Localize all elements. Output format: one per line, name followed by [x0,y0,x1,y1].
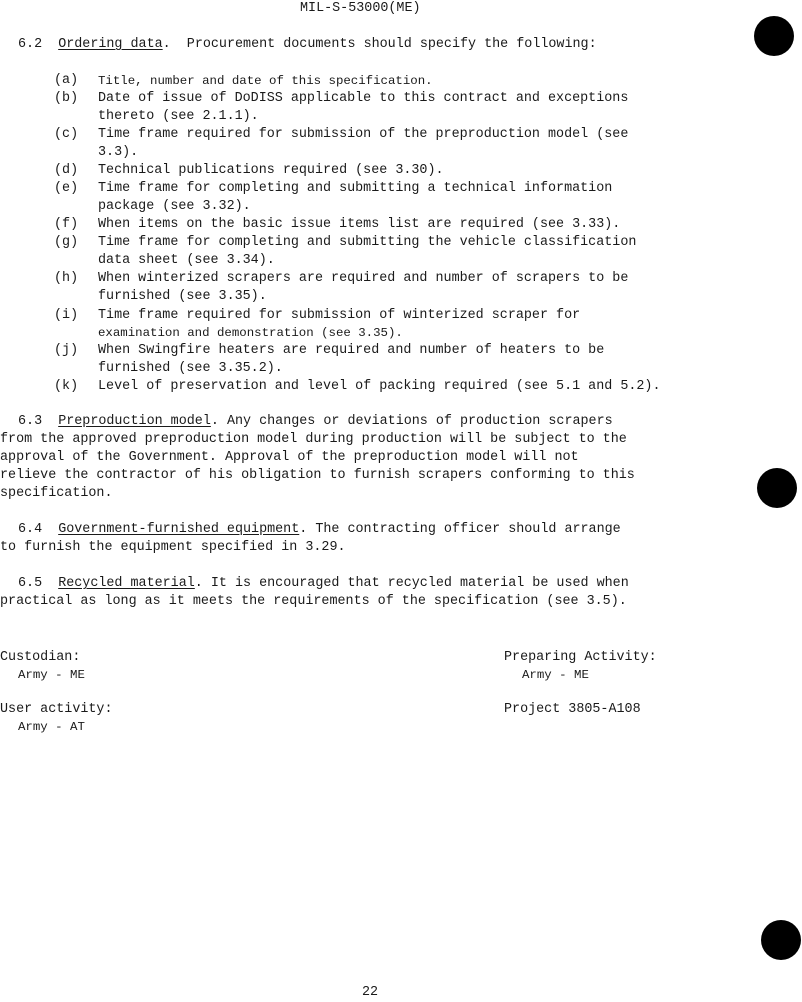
section-6-2-heading [18,36,597,54]
page-number: 22 [362,985,379,1000]
section-title: Recycled material [58,576,195,591]
user-activity-label: User activity: [0,702,113,717]
section-title-suffix: . [162,37,171,52]
list-item-text: Technical publications required (see 3.30). [98,163,444,178]
list-item-text: Time frame for completing and submitting a technical information [98,181,613,196]
list-item-label: (j) [54,343,79,358]
list-item-label: (e) [54,181,79,196]
list-item-text: Level of preservation and level of packing required (see 5.1 and 5.2). [98,379,661,394]
list-item-text: data sheet (see 3.34). [98,253,275,268]
list-item-text: Time frame required for submission of winterized scraper for [98,308,581,323]
preparing-activity-value: Army - ME [522,668,589,682]
list-item-text: furnished (see 3.35.2). [98,361,283,376]
section-text: . Any changes or deviations of production scrapers [210,414,613,429]
section-6-5-first-line [18,575,629,593]
section-number: 6.3 [18,414,43,429]
list-item-label: (d) [54,163,79,178]
list-item-text: Title, number and date of this specification. [98,74,433,88]
paragraph-line: to furnish the equipment specified in 3.29. [0,540,346,555]
list-item-text: When items on the basic issue items list are required (see 3.33). [98,217,621,232]
binder-hole-top [754,16,794,56]
paragraph-line: relieve the contractor of his obligation to furnish scrapers conforming to this [0,468,635,483]
binder-hole-middle [757,468,797,508]
document-id: MIL-S-53000(ME) [300,1,421,16]
section-number: 6.5 [18,576,43,591]
section-6-4-first-line [18,521,621,539]
paragraph-line: specification. [0,486,113,501]
section-title: Preproduction model [58,414,211,429]
section-number: 6.2 [18,37,43,52]
custodian-value: Army - ME [18,668,85,682]
section-text: . The contracting officer should arrange [299,522,621,537]
list-item-label: (b) [54,91,79,106]
list-item-text: When Swingfire heaters are required and number of heaters to be [98,343,605,358]
paragraph-line: practical as long as it meets the requirements of the specification (see 3.5). [0,594,627,609]
list-item-text: furnished (see 3.35). [98,289,267,304]
list-item-label: (h) [54,271,79,286]
list-item-label: (a) [54,73,79,88]
list-item-label: (k) [54,379,79,394]
list-item-text: Time frame for completing and submitting the vehicle classification [98,235,637,250]
list-item-label: (c) [54,127,79,142]
preparing-activity-label: Preparing Activity: [504,650,657,665]
section-6-3-first-line [18,413,613,431]
section-intro: Procurement documents should specify the following: [186,37,597,52]
section-title: Ordering data [58,37,163,52]
list-item-text: thereto (see 2.1.1). [98,109,259,124]
custodian-label: Custodian: [0,650,81,665]
list-item-text: Date of issue of DoDISS applicable to this contract and exceptions [98,91,629,106]
list-item-label: (g) [54,235,79,250]
list-item-text: When winterized scrapers are required and number of scrapers to be [98,271,629,286]
section-number: 6.4 [18,522,43,537]
list-item-text: package (see 3.32). [98,199,251,214]
list-item-text: Time frame required for submission of the preproduction model (see [98,127,629,142]
section-text: . It is encouraged that recycled material be used when [194,576,629,591]
user-activity-value: Army - AT [18,720,85,734]
list-item-text: 3.3). [98,145,139,160]
paragraph-line: from the approved preproduction model during production will be subject to the [0,432,627,447]
list-item-label: (i) [54,308,79,323]
list-item-label: (f) [54,217,79,232]
project-number: Project 3805-A108 [504,702,641,717]
section-title: Government-furnished equipment [58,522,300,537]
paragraph-line: approval of the Government. Approval of the preproduction model will not [0,450,579,465]
list-item-text: examination and demonstration (see 3.35). [98,326,403,340]
binder-hole-bottom [761,920,801,960]
